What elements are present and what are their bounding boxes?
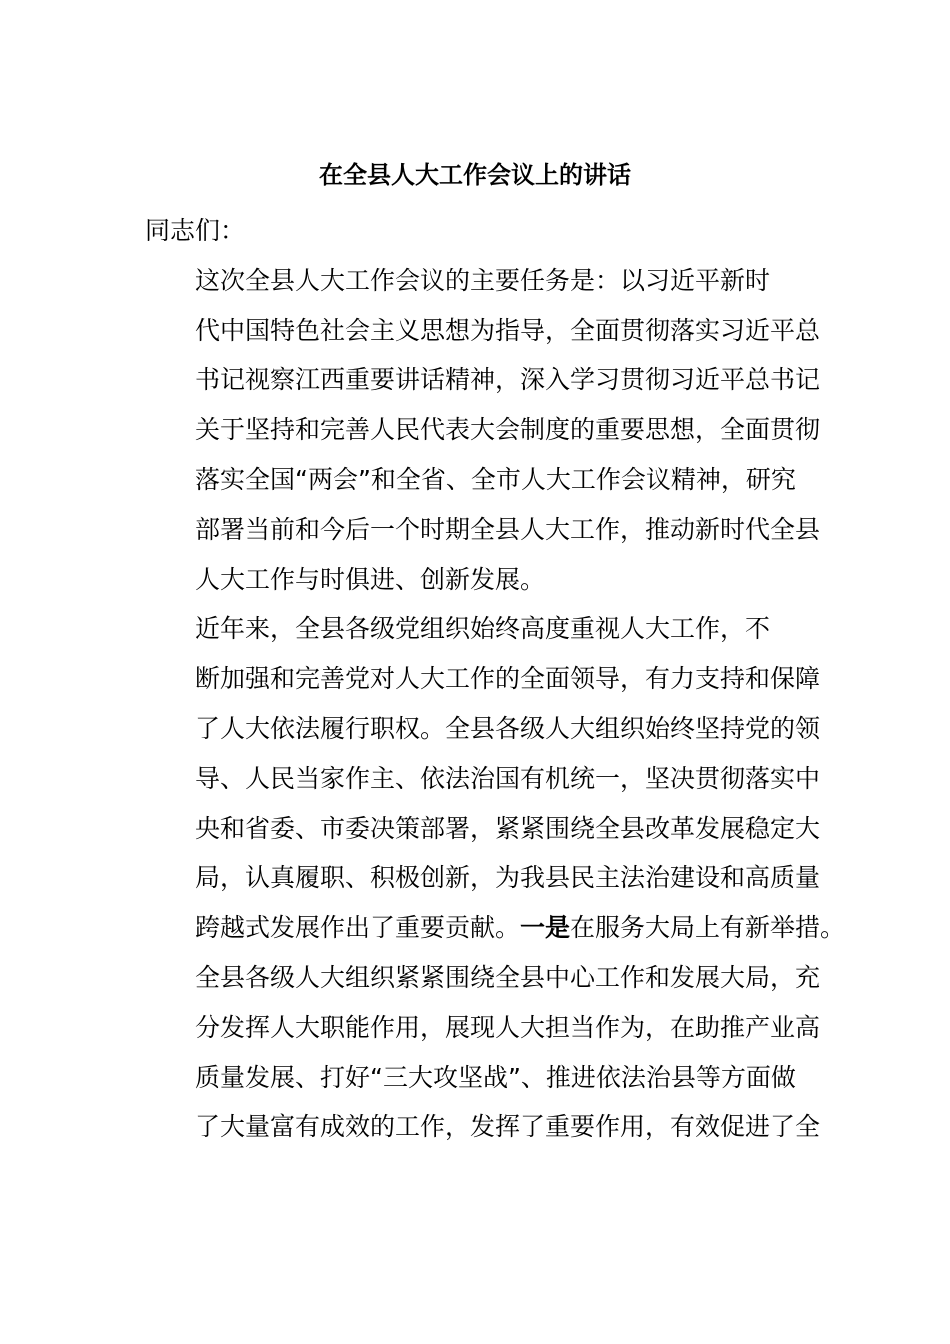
text-line: 部署当前和今后一个时期全县人大工作，推动新时代全县 — [195, 514, 821, 544]
document-title: 在全县人大工作会议上的讲话 — [319, 161, 631, 189]
text-line: 落实全国“两会”和全省、全市人大工作会议精神，研究 — [195, 464, 796, 494]
text-line: 央和省委、市委决策部署，紧紧围绕全县改革发展稳定大 — [195, 813, 821, 843]
text-line: 局，认真履职、积极创新，为我县民主法治建设和高质量 — [195, 863, 821, 893]
text-line: 分发挥人大职能作用，展现人大担当作为，在助推产业高 — [195, 1012, 821, 1042]
text-line: 了大量富有成效的工作，发挥了重要作用，有效促进了全 — [195, 1112, 821, 1142]
text-segment: 在服务大局上有新举措。 — [570, 913, 846, 943]
text-line-with-emphasis — [145, 903, 846, 953]
paragraph-task — [145, 256, 821, 605]
text-line: 近年来，全县各级党组织始终高度重视人大工作，不 — [195, 614, 771, 644]
text-line: 质量发展、打好“三大攻坚战”、推进依法治县等方面做 — [195, 1062, 796, 1092]
text-line: 导、人民当家作主、依法治国有机统一，坚决贯彻落实中 — [195, 763, 821, 793]
text-line: 代中国特色社会主义思想为指导，全面贯彻落实习近平总 — [195, 315, 821, 345]
text-line: 全县各级人大组织紧紧围绕全县中心工作和发展大局，充 — [195, 962, 821, 992]
text-line: 断加强和完善党对人大工作的全面领导，有力支持和保障 — [195, 664, 821, 694]
text-line: 了人大依法履行职权。全县各级人大组织始终坚持党的领 — [195, 713, 821, 743]
paragraph-review — [145, 604, 846, 1152]
text-line: 书记视察江西重要讲话精神，深入学习贯彻习近平总书记 — [195, 365, 821, 395]
emphasis-first-point: 一是 — [520, 913, 571, 943]
text-line: 关于坚持和完善人民代表大会制度的重要思想，全面贯彻 — [195, 415, 821, 445]
text-line: 人大工作与时俱进、创新发展。 — [195, 564, 546, 594]
text-line: 这次全县人大工作会议的主要任务是：以习近平新时 — [195, 265, 771, 295]
document-body — [145, 206, 846, 1152]
salutation: 同志们： — [145, 216, 246, 245]
text-segment: 跨越式发展作出了重要贡献。 — [195, 913, 521, 943]
